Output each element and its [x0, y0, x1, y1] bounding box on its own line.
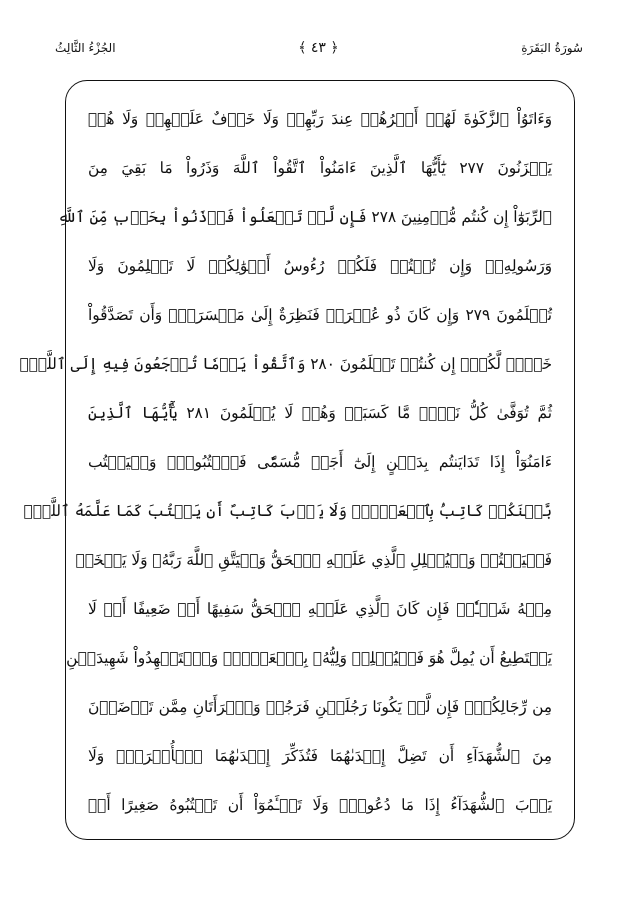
text-line: مِن رِّجَالِكُمۡۖ فَإِن لَّمۡ يَكُونَا رَجُلَيۡنِ فَرَجُلٞ وَٱمۡرَأَتَانِ مِمَّن تَرۡضَوۡنَ — [88, 698, 552, 716]
surah-name: سُورَةُ البَقَرَةِ — [521, 41, 583, 55]
juz-name: الجُزْءُ الثَّالِثُ — [55, 41, 116, 55]
text-line: خَيۡرٞ لَّكُمۡۖ إِن كُنتُمۡ تَعۡلَمُونَ ٢٨٠ وَٱتَّقُواْ يَوۡمٗا تُرۡجَعُونَ فِيهِ إِلَى ٱللَّهِۖ — [19, 355, 552, 373]
text-line: وَءَاتَوُاْ ٱلزَّكَوٰةَ لَهُمۡ أَجۡرُهُمۡ عِندَ رَبِّهِمۡ وَلَا خَوۡفٌ عَلَيۡهِمۡ وَلَا هُمۡ — [88, 110, 552, 128]
page-header — [55, 30, 583, 66]
text-line: ٱلرِّبَوٰٓاْ إِن كُنتُم مُّؤۡمِنِينَ ٢٧٨ فَإِن لَّمۡ تَفۡعَلُواْ فَأۡذَنُواْ بِحَرۡبٖ مِّنَ ٱللَّهِ — [57, 208, 552, 226]
text-line: يَسۡتَطِيعُ أَن يُمِلَّ هُوَ فَلۡيُمۡلِلۡ وَلِيُّهُۥ بِٱلۡعَدۡلِۚ وَٱسۡتَشۡهِدُواْ شَهِيدَيۡنِ — [66, 649, 552, 667]
text-line: مِنَ ٱلشُّهَدَآءِ أَن تَضِلَّ إِحۡدَىٰهُمَا فَتُذَكِّرَ إِحۡدَىٰهُمَا ٱلۡأُخۡرَىٰۚ وَلَا — [88, 747, 552, 765]
text-frame — [19, 80, 575, 840]
text-line: فَلۡيَكۡتُبۡ وَلۡيُمۡلِلِ ٱلَّذِي عَلَيۡهِ ٱلۡحَقُّ وَلۡيَتَّقِ ٱللَّهَ رَبَّهُۥ وَلَا يَبۡخَسۡ — [75, 551, 552, 569]
text-line: يَأۡبَ ٱلشُّهَدَآءُ إِذَا مَا دُعُواْۚ وَلَا تَسۡـَٔمُوٓاْ أَن تَكۡتُبُوهُ صَغِيرًا أَوۡ — [88, 796, 552, 814]
text-line: ءَامَنُوٓاْ إِذَا تَدَايَنتُم بِدَيۡنٍ إِلَىٰٓ أَجَلٖ مُّسَمّٗى فَٱكۡتُبُوهُۚ وَلۡيَكۡتُب — [88, 453, 552, 471]
text-line: ثُمَّ تُوَفَّىٰ كُلُّ نَفۡسٖ مَّا كَسَبَتۡ وَهُمۡ لَا يُظۡلَمُونَ ٢٨١ يَٰٓأَيُّهَا ٱلَّذِينَ — [88, 404, 552, 422]
text-line: يَحۡزَنُونَ ٢٧٧ يَٰٓأَيُّهَا ٱلَّذِينَ ءَامَنُواْ ٱتَّقُواْ ٱللَّهَ وَذَرُواْ مَا بَقِيَ مِنَ — [88, 159, 552, 177]
text-line: مِنۡهُ شَيۡـٔٗاۚ فَإِن كَانَ ٱلَّذِي عَلَيۡهِ ٱلۡحَقُّ سَفِيهًا أَوۡ ضَعِيفًا أَوۡ لَا — [88, 600, 552, 618]
text-line: بَّيۡنَكُمۡ كَاتِبُۢ بِٱلۡعَدۡلِۚ وَلَا يَأۡبَ كَاتِبٌ أَن يَكۡتُبَ كَمَا عَلَّمَهُ ٱللَّهُۚ — [23, 502, 552, 520]
page-number: ﴿ ٤٣ ﴾ — [298, 40, 339, 56]
text-line: وَرَسُولِهِۦۖ وَإِن تُبۡتُمۡ فَلَكُمۡ رُءُوسُ أَمۡوَٰلِكُمۡ لَا تَظۡلِمُونَ وَلَا — [88, 257, 552, 275]
page-text — [19, 99, 553, 834]
text-line: تُظۡلَمُونَ ٢٧٩ وَإِن كَانَ ذُو عُسۡرَةٖ فَنَظِرَةٌ إِلَىٰ مَيۡسَرَةٖۚ وَأَن تَصَدَّقُواْ — [88, 306, 553, 324]
